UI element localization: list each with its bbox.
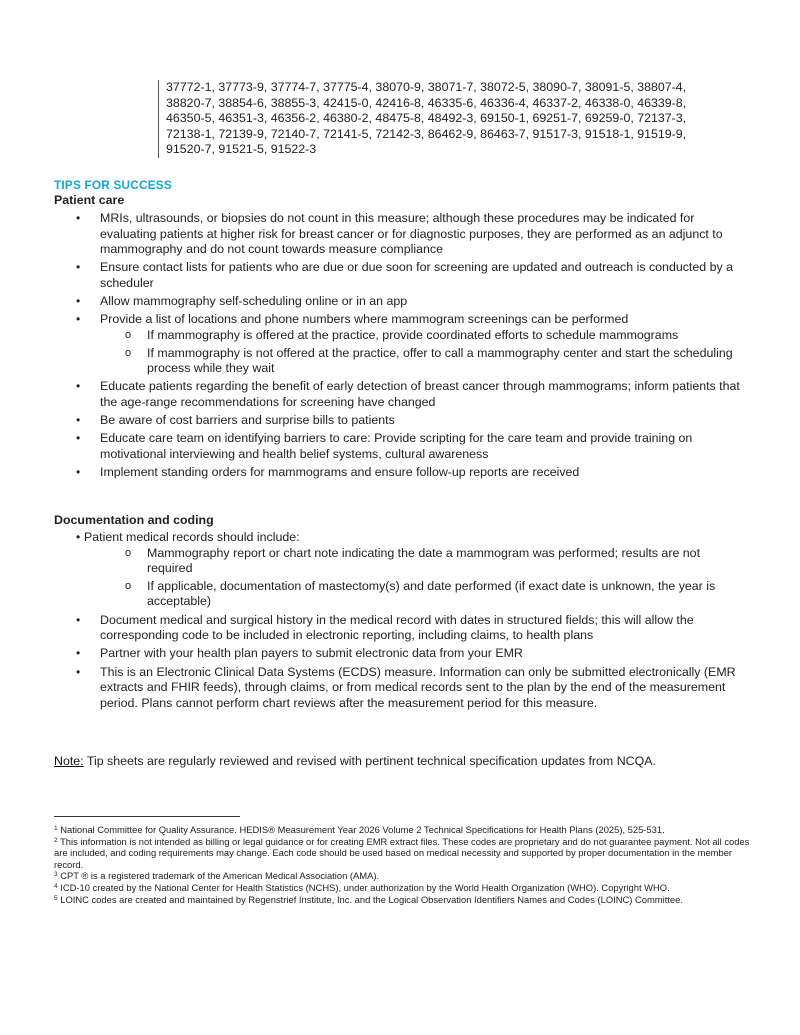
list-item: • This is an Electronic Clinical Data Systems (ECDS) measure. Information can only be submitted electronically (EMR extracts and FHIR feeds), through claims, or from medical records sent to the plan by the end of the measurement period. Plans cannot perform chart reviews after the measurement period for this measure.: [76, 664, 736, 710]
sub-list-item: o Mammography report or chart note indicating the date a mammogram was performed; results are not required: [125, 545, 701, 576]
tips-section: [54, 178, 744, 483]
list-item: • Be aware of cost barriers and surprise bills to patients: [76, 413, 395, 428]
sub-list-item: o If applicable, documentation of mastectomy(s) and date performed (if exact date is unknown, the year is acceptable): [125, 578, 716, 609]
footnote: $^2$ This information is not intended as billing or legal guidance or for creating EMR extract files. These codes are proprietary and do not guarantee payment. Not all codes are included, and coding requirements may change. Each code should be used based on medical necessity and supported by proper documentation in the member record.: [54, 835, 750, 870]
list-item: • Patient medical records should include: o Mammography report or chart note indicating the date a mammogram was performed; results are not required o If applicable, documentation of mastectomy(s) and date performed (if exact date is unknown, the year is acceptable): [54, 530, 744, 610]
list-item: • Provide a list of locations and phone numbers where mammogram screenings can be performed o If mammography is offered at the practice, provide coordinated efforts to schedule mammograms o If mammography is not offered at the practice, offer to call a mammography center and start the scheduling process while they wait: [54, 312, 744, 376]
tips-heading: TIPS FOR SUCCESS: [54, 178, 172, 192]
note: [54, 754, 656, 768]
sub-list: [54, 546, 744, 610]
patient-care-heading: Patient care: [54, 193, 125, 207]
sub-list-item: o If mammography is not offered at the practice, offer to call a mammography center and start the scheduling process while they wait: [125, 345, 733, 376]
list-item: • Ensure contact lists for patients who are due or due soon for screening are updated and outreach is conducted by a scheduler: [76, 260, 734, 290]
footnote: $^4$ ICD-10 created by the National Center for Health Statistics (NCHS), under authorization by the World Health Organization (WHO). Copyright WHO.: [54, 881, 670, 893]
list-item: • Educate patients regarding the benefit of early detection of breast cancer through mammograms; inform patients that the age-range recommendations for screening have changed: [76, 379, 740, 409]
list-item: • MRIs, ultrasounds, or biopsies do not count in this measure; although these procedures may be indicated for evaluating patients at higher risk for breast cancer or for diagnostic purposes, they are performed as an adjunct to mammography and do not count towards measure compliance: [76, 211, 723, 257]
note-label: Note:: [54, 754, 84, 768]
list-item: • Partner with your health plan payers to submit electronic data from your EMR: [76, 646, 523, 661]
footnote: $^1$ National Committee for Quality Assurance. HEDIS® Measurement Year 2026 Volume 2 Technical Specifications for Health Plans (2025), 525-531.: [54, 824, 665, 835]
documentation-heading: Documentation and coding: [54, 513, 214, 527]
footnotes: [54, 824, 754, 905]
documentation-section: [54, 512, 744, 714]
list-item: • Implement standing orders for mammograms and ensure follow-up reports are received: [76, 465, 580, 480]
note-text: Tip sheets are regularly reviewed and revised with pertinent technical specification updates from NCQA.: [83, 754, 656, 768]
patient-care-list: [54, 211, 744, 481]
list-item: • Educate care team on identifying barriers to care: Provide scripting for the care team and provide training on motivational interviewing and health belief systems, cultural awareness: [76, 431, 693, 461]
list-item: • Allow mammography self-scheduling online or in an app: [76, 294, 408, 309]
footnote: $^3$ CPT ® is a registered trademark of the American Medical Association (AMA).: [54, 870, 380, 882]
loinc-codes-block: 37772-1, 37773-9, 37774-7, 37775-4, 38070-9, 38071-7, 38072-5, 38090-7, 38091-5, 38807-4, 38820-7, 38854-6, 38855-3, 42415-0, 42416-8, 46335-6, 46336-4, 46337-2, 46338-0, 46339-8, 46350-5, 46351-3, 46356-2, 46380-2, 48475-8, 48492-3, 69150-1, 69251-7, 69259-0, 72137-3, 72138-1, 72139-9, 72140-7, 72141-5, 72142-3, 86462-9, 86463-7, 91517-3, 91518-1, 91519-9, 91520-7, 91521-5, 91522-3: [158, 80, 726, 158]
documentation-list: [54, 530, 744, 711]
footnote-divider: [54, 816, 240, 817]
footnote: $^5$ LOINC codes are created and maintained by Regenstrief Institute, Inc. and the Logical Observation Identifiers Names and Codes (LOINC) Committee.: [54, 893, 683, 905]
list-item: • Document medical and surgical history in the medical record with dates in structured fields; this will allow the corresponding code to be included in electronic reporting, including claims, to health plans: [76, 612, 694, 643]
sub-list: [54, 328, 744, 377]
sub-list-item: o If mammography is offered at the practice, provide coordinated efforts to schedule mammograms: [125, 327, 679, 342]
